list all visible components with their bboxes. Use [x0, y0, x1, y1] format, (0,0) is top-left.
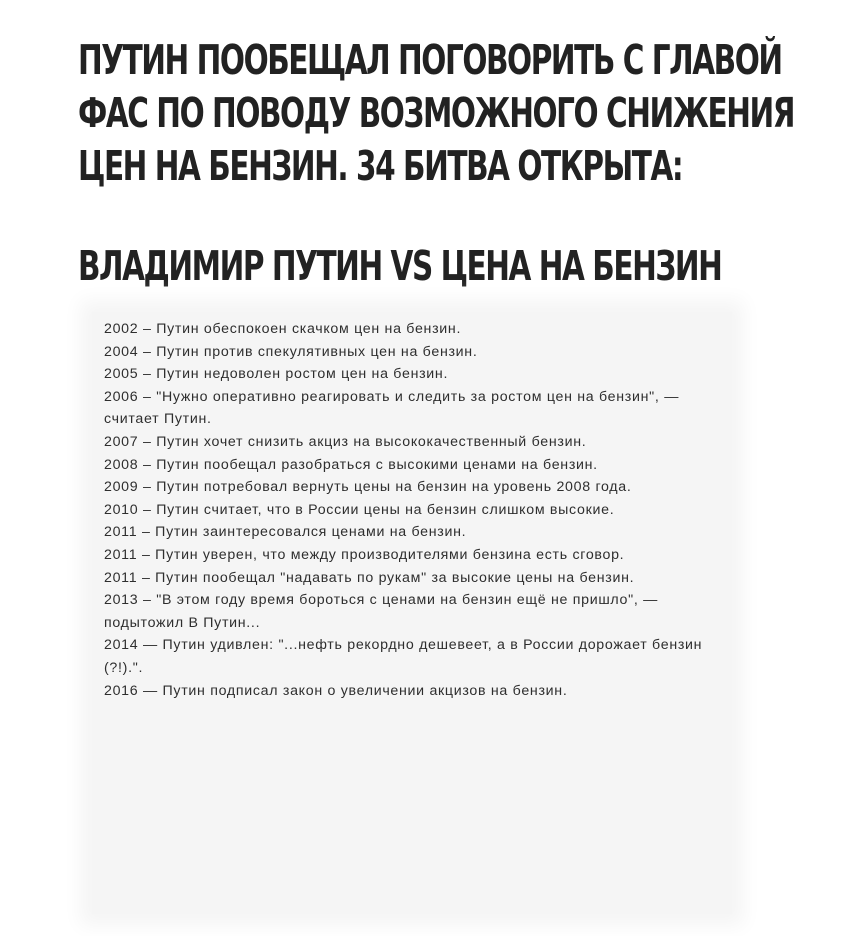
timeline-entry: 2004 – Путин против спекулятивных цен на бензин. — [104, 343, 478, 360]
timeline-entry: 2005 – Путин недоволен ростом цен на бензин. — [104, 366, 449, 383]
timeline-list — [104, 318, 724, 702]
timeline-entry: 2010 – Путин считает, что в России цены на бензин слишком высокие. — [104, 501, 615, 518]
headline — [78, 34, 798, 193]
timeline-entry: 2006 – "Нужно оперативно реагировать и следить за ростом цен на бензин", — считает Путин. — [104, 388, 680, 428]
timeline-entry: 2009 – Путин потребовал вернуть цены на бензин на уровень 2008 года. — [104, 479, 632, 496]
timeline-entry: 2013 – "В этом году время бороться с ценами на бензин ещё не пришло", — подытожил В Путин... — [104, 592, 659, 631]
timeline-entry: 2011 – Путин заинтересовался ценами на бензин. — [104, 524, 467, 541]
headline-line: ЦЕН НА БЕНЗИН. 34 БИТВА ОТКРЫТА: — [78, 142, 683, 190]
timeline-entry: 2011 – Путин пообещал "надавать по рукам" за высокие цены на бензин. — [104, 569, 635, 586]
timeline-entry: 2002 – Путин обеспокоен скачком цен на бензин. — [104, 321, 462, 337]
timeline-entry: 2011 – Путин уверен, что между производителями бензина есть сговор. — [104, 546, 625, 563]
timeline-entry: 2016 — Путин подписал закон о увеличении акцизов на бензин. — [104, 682, 568, 699]
subheadline: ВЛАДИМИР ПУТИН VS ЦЕНА НА БЕНЗИН — [78, 242, 722, 290]
headline-line: ФАС ПО ПОВОДУ ВОЗМОЖНОГО СНИЖЕНИЯ — [78, 89, 795, 137]
timeline-entry: 2008 – Путин пообещал разобраться с высокими ценами на бензин. — [104, 456, 598, 473]
timeline-entry: 2014 — Путин удивлен: "...нефть рекордно дешевеет, а в России дорожает бензин (?!).". — [104, 637, 703, 676]
headline-line: ПУТИН ПООБЕЩАЛ ПОГОВОРИТЬ С ГЛАВОЙ — [78, 36, 782, 84]
timeline-entry: 2007 – Путин хочет снизить акциз на высококачественный бензин. — [104, 433, 587, 450]
